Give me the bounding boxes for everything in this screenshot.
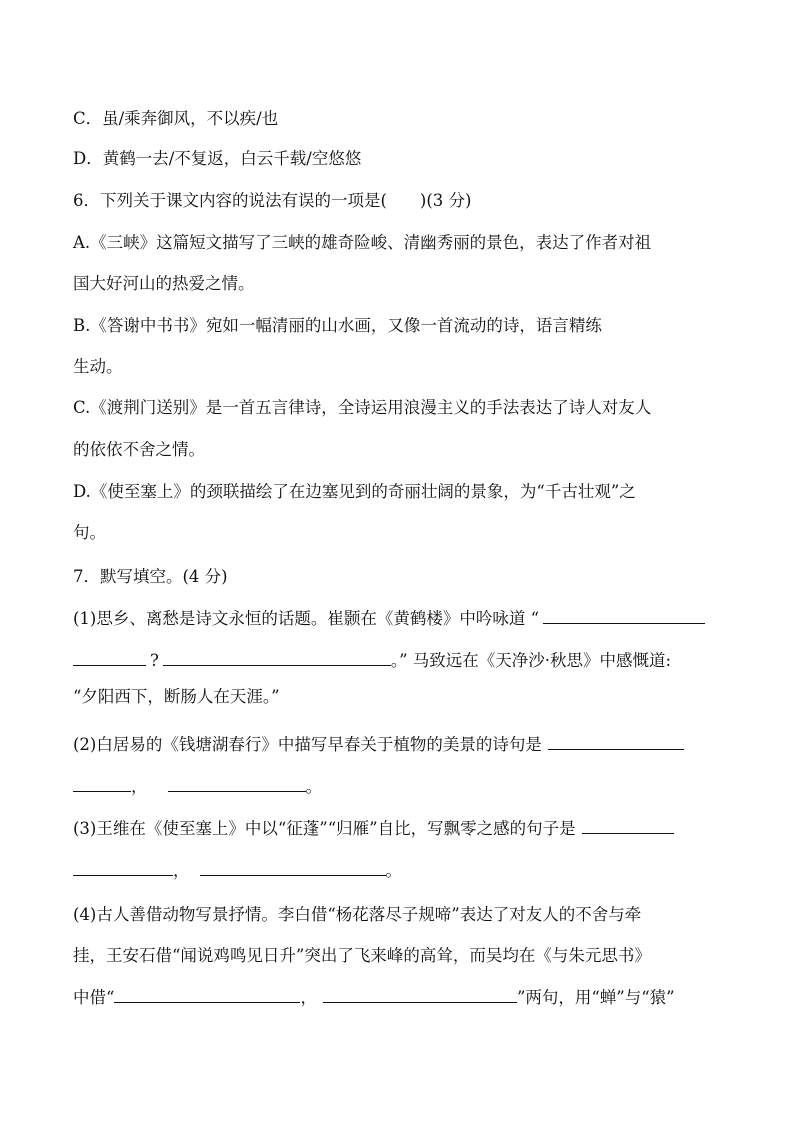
q7-2-prompt: (2)白居易的《钱塘湖春行》中描写早春关于植物的美景的诗句是: [73, 735, 542, 754]
q7-4-blank-2[interactable]: [323, 987, 517, 1003]
q7-2-blank-2[interactable]: [168, 776, 306, 792]
q7-1-blank-1-cont[interactable]: [73, 650, 146, 666]
q7-4-suffix: ”两句，用“蝉”与“猿”: [516, 988, 675, 1007]
q7-2-blank-1-cont[interactable]: [73, 776, 131, 792]
q7-4-line1: (4)古人善借动物写景抒情。李白借“杨花落尽子规啼”表达了对友人的不舍与牵: [73, 905, 642, 924]
q6-option-c-line2: 的依依不舍之情。: [73, 440, 205, 459]
q6-option-a-line2: 国大好河山的热爱之情。: [73, 274, 255, 293]
q7-2-blank-1[interactable]: [548, 734, 684, 750]
q7-1-after: 。” 马致远在《天净沙·秋思》中感慨道:: [390, 651, 672, 670]
q7-2-comma: ，: [131, 777, 148, 796]
q5-option-c: C．虽/乘奔御风，不以疾/也: [73, 109, 279, 128]
q7-1-question-mark: ?: [150, 651, 159, 670]
q7-4-prefix: 中借“: [73, 988, 115, 1007]
q7-4-comma: ，: [300, 988, 317, 1007]
q7-3-line1: [73, 818, 674, 840]
q7-1-blank-2[interactable]: [163, 650, 391, 666]
q7-3-blank-2[interactable]: [200, 860, 386, 876]
q7-1-line2: [73, 650, 671, 672]
q7-4-line3: [73, 987, 675, 1009]
q7-2-line1: [73, 734, 684, 756]
q6-option-a-line1: A.《三峡》这篇短文描写了三峡的雄奇险峻、清幽秀丽的景色，表达了作者对祖: [73, 233, 652, 252]
q7-4-line2: 挂，王安石借“闻说鸡鸣见日升”突出了飞来峰的高耸，而吴均在《与朱元思书》: [73, 946, 651, 965]
q7-1-quote: “夕阳西下，断肠人在天涯。”: [73, 687, 280, 706]
q7-4-blank-1[interactable]: [114, 987, 300, 1003]
q7-3-end: 。: [385, 861, 402, 880]
q7-1-line1: [73, 608, 705, 630]
q7-3-prompt: (3)王维在《使至塞上》中以“征蓬”“归雁”自比，写飘零之感的句子是: [73, 819, 576, 838]
q7-3-blank-1-cont[interactable]: [73, 860, 173, 876]
q6-option-c-line1: C.《渡荆门送别》是一首五言律诗，全诗运用浪漫主义的手法表达了诗人对友人: [73, 398, 652, 417]
q7-stem: 7．默写填空。(4 分): [73, 567, 228, 586]
q7-2-line2: [73, 776, 322, 798]
q5-option-d: D．黄鹤一去/不复返，白云千载/空悠悠: [73, 149, 362, 168]
q6-option-d-line1: D.《使至塞上》的颈联描绘了在边塞见到的奇丽壮阔的景象，为“千古壮观”之: [73, 482, 636, 501]
q6-option-b-line2: 生动。: [73, 357, 123, 376]
q7-3-line2: [73, 860, 402, 882]
q7-3-comma: ，: [173, 861, 190, 880]
q7-2-end: 。: [305, 777, 322, 796]
q7-1-blank-1[interactable]: [543, 608, 705, 624]
q6-stem: 6．下列关于课文内容的说法有误的一项是( )(3 分): [73, 191, 472, 210]
q6-option-b-line1: B.《答谢中书书》宛如一幅清丽的山水画，又像一首流动的诗，语言精练: [73, 316, 602, 335]
q7-3-blank-1[interactable]: [582, 818, 674, 834]
q7-1-prompt: (1)思乡、离愁是诗文永恒的话题。崔颢在《黄鹤楼》中吟咏道 “: [73, 609, 540, 628]
q6-option-d-line2: 句。: [73, 523, 106, 542]
